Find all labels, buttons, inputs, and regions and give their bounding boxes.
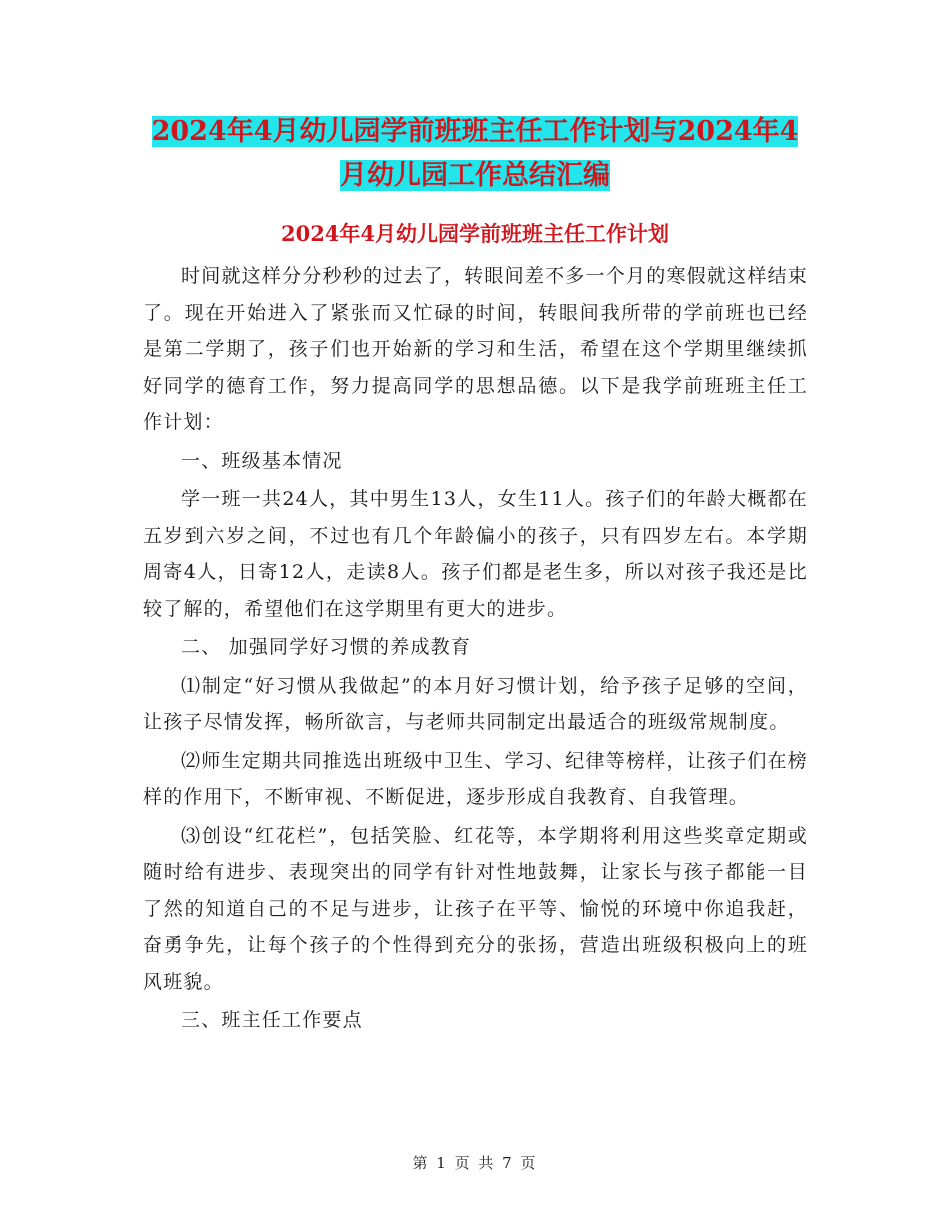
document-title-line2: 月幼儿园工作总结汇编 <box>340 160 610 191</box>
heading-habits: 二、 加强同学好习惯的养成教育 <box>181 636 472 658</box>
paragraph-habit-2: ⑵师生定期共同推选出班级中卫生、学习、纪律等榜样，让孩子们在榜样的作用下，不断审视、不断促进，逐步形成自我教育、自我管理。 <box>143 749 808 808</box>
paragraph-class-info: 学一班一共24人，其中男生13人，女生11人。孩子们的年龄大概都在五岁到六岁之间，不过也有几个年龄偏小的孩子，只有四岁左右。本学期周寄4人，日寄12人，走读8人。孩子们都是老生多，所以对孩子我还是比较了解的，希望他们在这学期里有更大的进步。 <box>143 488 808 620</box>
document-title-line1: 2024年4月幼儿园学前班班主任工作计划与2024年4 <box>151 116 799 147</box>
paragraph-habit-1: ⑴制定“好习惯从我做起”的本月好习惯计划，给予孩子足够的空间，让孩子尽情发挥，畅所欲言，与老师共同制定出最适合的班级常规制度。 <box>143 674 808 733</box>
paragraph-habit-3: ⑶创设“红花栏”，包括笑脸、红花等，本学期将利用这些奖章定期或随时给有进步、表现突出的同学有针对性地鼓舞，让家长与孩子都能一目了然的知道自己的不足与进步，让孩子在平等、愉悦的环境中你追我赶，奋勇争先，让每个孩子的个性得到充分的张扬，营造出班级积极向上的班风班貌。 <box>143 824 808 993</box>
section-title: 2024年4月幼儿园学前班班主任工作计划 <box>280 221 670 246</box>
paragraph-intro: 时间就这样分分秒秒的过去了，转眼间差不多一个月的寒假就这样结束了。现在开始进入了紧张而又忙碌的时间，转眼间我所带的学前班也已经是第二学期了，孩子们也开始新的学习和生活，希望在这个学期里继续抓好同学的德育工作，努力提高同学的思想品德。以下是我学前班班主任工作计划： <box>143 265 808 433</box>
document-body <box>143 258 808 1039</box>
heading-class-info: 一、班级基本情况 <box>181 449 343 472</box>
heading-work-points: 三、班主任工作要点 <box>181 1009 363 1031</box>
document-title <box>140 110 810 198</box>
page-footer: 第 1 页 共 7 页 <box>412 1154 538 1172</box>
